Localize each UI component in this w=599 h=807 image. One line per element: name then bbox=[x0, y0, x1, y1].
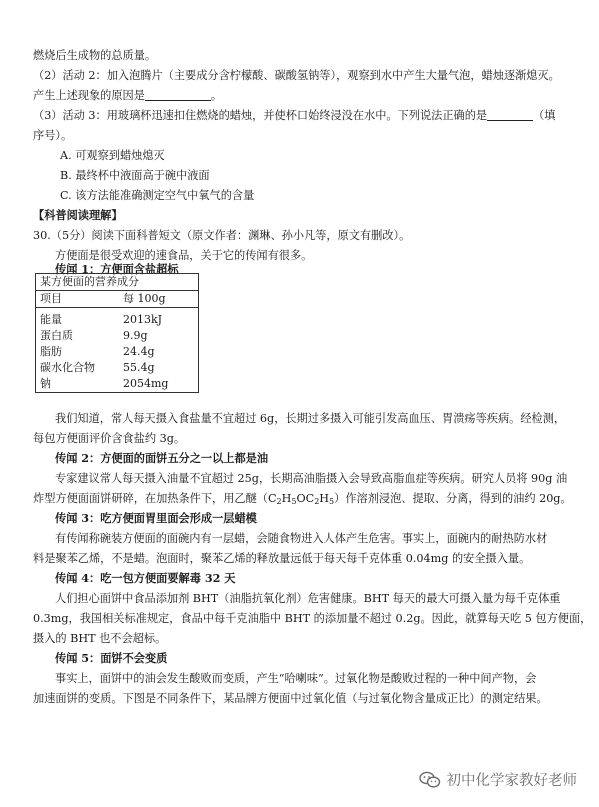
table-caption: 某方便面的营养成分 bbox=[36, 274, 199, 291]
table-cell: 能量 bbox=[36, 308, 120, 329]
table-row bbox=[36, 328, 199, 344]
rumor-5-paragraph-line: 加速面饼的变质。下图是不同条件下，某品牌方便面中过氧化值（与过氧化物含量成正比）的测定结果。 bbox=[33, 692, 548, 705]
table-cell: 24.4g bbox=[119, 344, 199, 360]
rumor-2-title: 传闻 2：方便面的面饼五分之一以上都是油 bbox=[55, 451, 269, 465]
rumor-2-paragraph-line: 专家建议常人每天摄入油量不宜超过 25g，长期高油脂摄入会导致高脂血症等疾病。研究人员将 90g 油 bbox=[55, 472, 568, 485]
subscript: 5 bbox=[329, 497, 335, 506]
rumor-2-paragraph-line bbox=[33, 491, 573, 509]
table-row bbox=[36, 360, 199, 376]
text-span: H bbox=[319, 492, 330, 505]
table-row bbox=[36, 344, 199, 360]
wechat-icon bbox=[419, 771, 441, 789]
table-cell: 脂肪 bbox=[36, 344, 120, 360]
answer-blank[interactable] bbox=[145, 88, 211, 101]
text-span: H bbox=[281, 492, 292, 505]
section-heading: 【科普阅读理解】 bbox=[33, 208, 123, 222]
rumor-4-paragraph-line: 摄入的 BHT 也不会超标。 bbox=[33, 632, 167, 645]
punctuation: 。 bbox=[210, 89, 223, 102]
table-cell: 钠 bbox=[36, 376, 120, 393]
rumor-3-title: 传闻 3：吃方便面胃里面会形成一层蜡模 bbox=[55, 511, 257, 525]
rumor-4-paragraph-line: 0.3mg，我国相关标准规定，食品中每千克油脂中 BHT 的添加量不超过 0.2g。因此，就算每天吃 5 包方便面， bbox=[33, 612, 592, 625]
table-cell: 55.4g bbox=[119, 360, 199, 376]
option-c: C. 该方法能准确测定空气中氧气的含量 bbox=[60, 189, 255, 202]
rumor-5-title: 传闻 5：面饼不会变质 bbox=[55, 651, 168, 665]
rumor-3-paragraph-line: 有传闻称碗装方便面的面碗内有一层蜡，会随食物进入人体产生危害。事实上，面碗内的耐热防水材 bbox=[55, 532, 548, 545]
table-header-value: 每 100g bbox=[119, 291, 199, 308]
subscript: 2 bbox=[276, 497, 282, 506]
rumor-5-paragraph-line: 事实上，面饼中的油会发生酸败而变质，产生“哈喇味”。过氧化物是酸败过程的一种中间产物，会 bbox=[55, 672, 537, 685]
table-row bbox=[36, 308, 199, 329]
rumor-4-title: 传闻 4：吃一包方便面要解毒 32 天 bbox=[55, 571, 236, 585]
table-header-item: 项目 bbox=[36, 291, 120, 308]
answer-prompt: 产生上述现象的原因是 bbox=[33, 89, 145, 102]
watermark bbox=[419, 769, 578, 790]
option-b: B. 最终杯中液面高于碗中液面 bbox=[60, 169, 210, 182]
question-2-answer-line bbox=[33, 88, 573, 103]
subscript: 2 bbox=[314, 497, 320, 506]
intro-line: 方便面是很受欢迎的速食品，关于它的传闻有很多。 bbox=[55, 249, 313, 262]
text-line: 燃烧后生成物的总质量。 bbox=[33, 49, 157, 62]
option-a: A. 可观察到蜡烛熄灭 bbox=[60, 149, 165, 162]
watermark-text: 初中化学家教好老师 bbox=[446, 773, 577, 789]
answer-blank[interactable] bbox=[487, 108, 533, 121]
question-30-line: 30.（5分）阅读下面科普短文（原文作者：渊琳、孙小凡等，原文有删改）。 bbox=[33, 229, 411, 242]
table-cell: 9.9g bbox=[119, 328, 199, 344]
question-2-line: （2）活动 2：加入泡腾片（主要成分含柠檬酸、碳酸氢钠等），观察到水中产生大量气泡，蜡烛逐渐熄灭。 bbox=[33, 69, 560, 82]
table-row bbox=[36, 376, 199, 393]
text-span: OC bbox=[296, 492, 315, 505]
text-line: 序号）。 bbox=[33, 129, 73, 142]
subscript: 5 bbox=[291, 497, 297, 506]
question-3-tail: （填 bbox=[533, 109, 556, 122]
table-cell: 蛋白质 bbox=[36, 328, 120, 344]
text-span: 炸型方便面面饼研碎，在加热条件下，用乙醚（C bbox=[33, 492, 277, 505]
question-3-text: （3）活动 3：用玻璃杯迅速扣住燃烧的蜡烛，并使杯口始终浸没在水中。下列说法正确的是 bbox=[33, 109, 488, 122]
rumor-4-paragraph-line: 人们担心面饼中食品添加剂 BHT（油脂抗氧化剂）危害健康。BHT 每天的最大可摄入量为每千克体重 bbox=[55, 592, 561, 605]
nutrition-table bbox=[35, 273, 199, 393]
table-cell: 2054mg bbox=[119, 376, 199, 393]
text-span: ）作溶剂浸泡、提取、分离，得到的油约 20g。 bbox=[334, 492, 572, 505]
rumor-3-paragraph-line: 料是聚苯乙烯，不是蜡。泡面时，聚苯乙烯的释放量远低于每天每千克体重 0.04mg 的安全摄入量。 bbox=[33, 552, 531, 565]
rumor-1-paragraph-line: 每包方便面评价含食盐约 3g。 bbox=[33, 432, 186, 445]
table-cell: 碳水化合物 bbox=[36, 360, 120, 376]
rumor-1-title: 传闻 1：方便面含盐超标 bbox=[55, 262, 179, 276]
table-cell: 2013kJ bbox=[119, 308, 199, 329]
question-3-line bbox=[33, 108, 573, 123]
rumor-1-paragraph-line: 我们知道，常人每天摄入食盐量不宜超过 6g，长期过多摄入可能引发高血压、胃溃疡等疾病。经检测， bbox=[55, 412, 566, 425]
